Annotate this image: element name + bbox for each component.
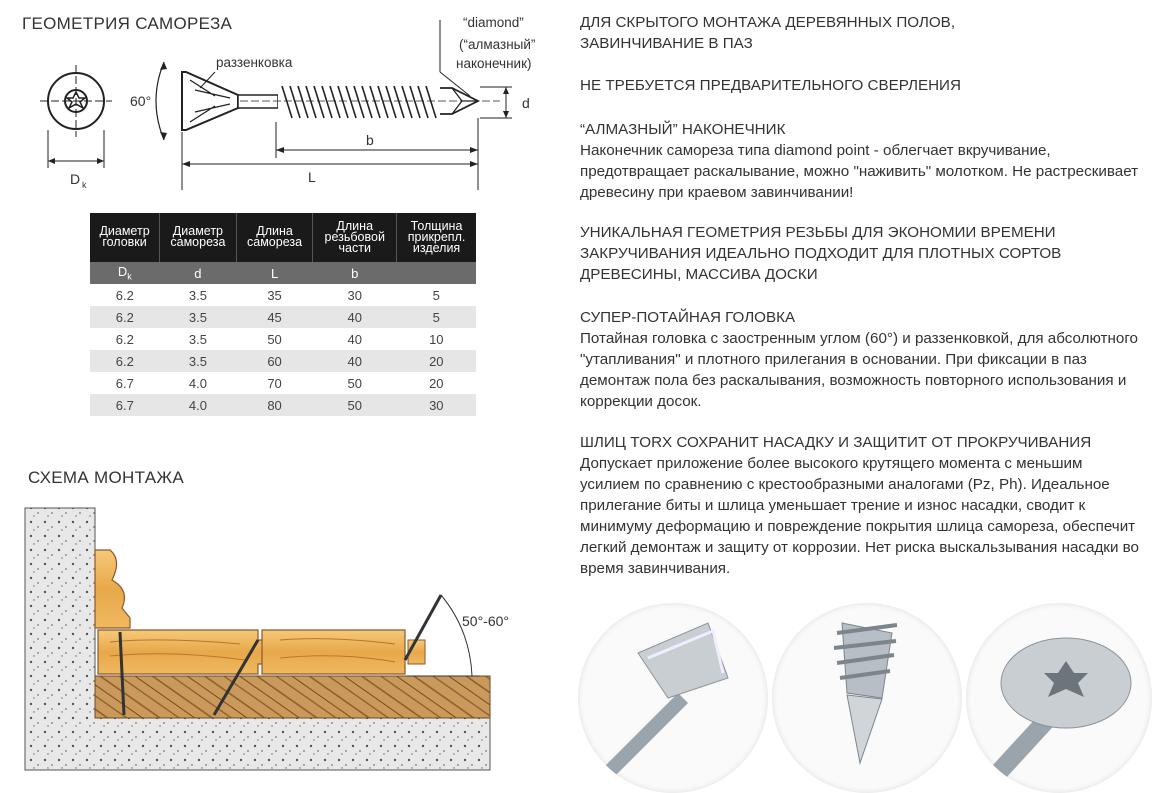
- table-symbol-row: $D_k$ d L b: [90, 262, 476, 284]
- header-thread-length: Длина резьбовой части: [313, 213, 397, 262]
- torx-title: ШЛИЦ TORX СОХРАНИТ НАСАДКУ И ЗАЩИТИТ ОТ ПРОКРУЧИВАНИЯ: [580, 434, 1092, 451]
- head-title: СУПЕР-ПОТАЙНАЯ ГОЛОВКА: [580, 309, 796, 326]
- table-row: 6.2 3.5 60 40 20: [90, 350, 476, 372]
- countersink-label: раззенковка: [216, 55, 293, 70]
- diamond-text: Наконечник самореза типа diamond point - облегчает вкручивание, предотвращает раскалывание, можно "наживить" молотком. Не растрескивает древесину при краевом завинчивании!: [580, 142, 1139, 201]
- header-head-diameter: Диаметр головки: [90, 213, 160, 262]
- no-drilling-heading: НЕ ТРЕБУЕТСЯ ПРЕДВАРИТЕЛЬНОГО СВЕРЛЕНИЯ: [580, 77, 961, 94]
- mounting-title: СХЕМА МОНТАЖА: [28, 468, 184, 487]
- diamond-label: “diamond”: [463, 15, 524, 30]
- photo-countersunk-head: [578, 603, 768, 793]
- angle-label: 50°-60°: [462, 613, 510, 629]
- countersunk-head-image: [578, 603, 768, 793]
- torx-section: [580, 432, 1140, 579]
- table-row: 6.7 4.0 70 50 20: [115, 375, 444, 391]
- dk-label-sub: k: [82, 180, 87, 190]
- thread-heading: УНИКАЛЬНАЯ ГЕОМЕТРИЯ РЕЗЬБЫ ДЛЯ ЭКОНОМИИ ВРЕМЕНИ ЗАКРУЧИВАНИЯ ИДЕАЛЬНО ПОДХОДИТ ДЛЯ ПЛОТНЫХ СОРТОВ ДРЕВЕСИНЫ, МАССИВА ДОСКИ: [580, 224, 1062, 283]
- torx-head-image: [966, 603, 1152, 793]
- table-row: 6.2 3.5 45 40 5: [90, 306, 476, 328]
- angle-label: 60°: [130, 93, 152, 109]
- table-row: 6.7 4.0 80 50 30: [90, 394, 476, 416]
- diamond-section: [580, 119, 1140, 203]
- head-section: [580, 307, 1140, 412]
- d-label: d: [522, 95, 530, 111]
- header-screw-diameter: Диаметр самореза: [160, 213, 237, 262]
- geometry-title: ГЕОМЕТРИЯ САМОРЕЗА: [22, 14, 233, 33]
- diamond-tip-image: [772, 603, 962, 793]
- diamond-title: “АЛМАЗНЫЙ” НАКОНЕЧНИК: [580, 121, 786, 138]
- photo-diamond-tip: [772, 603, 962, 793]
- table-header-row: [90, 213, 476, 262]
- L-label: L: [308, 169, 316, 185]
- mounting-diagram: [0, 490, 560, 793]
- b-label: b: [366, 132, 374, 148]
- intro-heading: ДЛЯ СКРЫТОГО МОНТАЖА ДЕРЕВЯННЫХ ПОЛОВ, ЗАВИНЧИВАНИЕ В ПАЗ: [580, 14, 956, 52]
- header-screw-length: Длина самореза: [236, 213, 313, 262]
- table-row: 6.2 3.5 50 40 10: [115, 331, 444, 347]
- head-text: Потайная головка с заостренным углом (60°) и раззенковкой, для абсолютного "утапливания" и плотного прилегания в основании. При фиксации в паз демонтаж пола без раскалывания, возможность повторного использования и коррекции досок.: [580, 330, 1138, 410]
- tip-label: наконечник): [456, 56, 532, 71]
- screw-geometry-drawing: [0, 0, 560, 200]
- dk-label: D: [70, 171, 81, 187]
- torx-text: Допускает приложение более высокого крутящего момента с меньшим усилием по сравнению с крестообразными аналогами (Pz, Ph). Идеальное прилегание биты и шлица уменьшает трение и износ насадки, сводит к минимуму деформацию и повреждение покрытия шлица самореза, обеспечит легкий демонтаж и защиту от коррозии. Нет риска выскальзывания насадки во время завинчивания.: [580, 455, 1139, 577]
- table-row: 6.2 3.5 35 30 5: [115, 287, 440, 303]
- torx-head-view: [40, 65, 112, 168]
- spec-table: [90, 213, 476, 416]
- header-thickness: Толщина прикрепл. изделия: [397, 213, 476, 262]
- screw-side-view: [182, 72, 500, 130]
- diamond-ru-label: (“алмазный”: [459, 37, 536, 52]
- photo-torx-head: [966, 603, 1152, 793]
